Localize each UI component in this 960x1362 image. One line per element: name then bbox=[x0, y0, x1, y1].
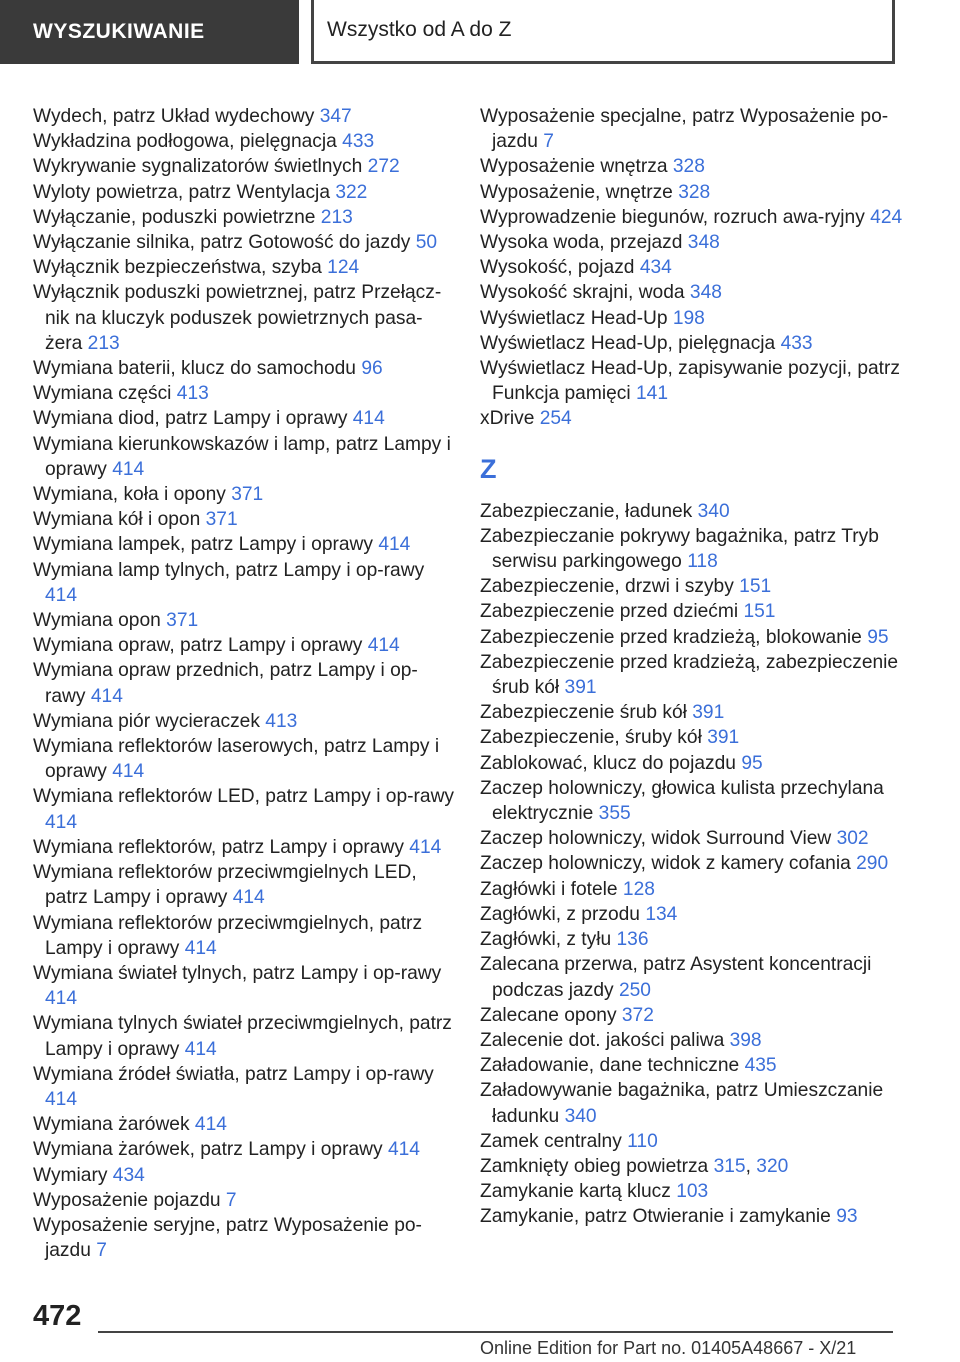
index-entry bbox=[480, 927, 920, 952]
page-link[interactable]: 213 bbox=[320, 206, 353, 228]
entry-term: Wymiana lamp tylnych, patrz Lampy i op‐rawy bbox=[33, 559, 425, 581]
index-entry bbox=[33, 482, 458, 507]
entry-term: Wysokość skrajni, woda bbox=[480, 282, 685, 304]
page-link[interactable]: 372 bbox=[621, 1004, 654, 1026]
page-link[interactable]: 315 bbox=[713, 1155, 746, 1177]
entry-term: Wymiana reflektorów, patrz Lampy i oprawy bbox=[33, 836, 404, 858]
entry-term: Zamek centralny bbox=[480, 1130, 622, 1152]
page-link[interactable]: 433 bbox=[780, 332, 813, 354]
index-entry bbox=[480, 280, 920, 305]
index-entry bbox=[33, 1011, 458, 1061]
page-link[interactable]: 414 bbox=[45, 988, 78, 1010]
entry-term: Zabezpieczenie śrub kół bbox=[480, 702, 687, 724]
index-entry bbox=[33, 608, 458, 633]
page-link[interactable]: 414 bbox=[184, 1038, 217, 1060]
index-entry bbox=[480, 205, 920, 230]
index-entry bbox=[33, 709, 458, 734]
index-entry bbox=[33, 356, 458, 381]
index-entry bbox=[33, 1112, 458, 1137]
entry-term: Zaczep holowniczy, widok z kamery cofania bbox=[480, 853, 851, 875]
index-entry bbox=[33, 1163, 458, 1188]
index-entry bbox=[480, 599, 920, 624]
index-entry bbox=[33, 558, 458, 608]
entry-term: Zamknięty obieg powietrza bbox=[480, 1155, 709, 1177]
page-link[interactable]: 272 bbox=[367, 156, 400, 178]
page-link[interactable]: 198 bbox=[672, 307, 705, 329]
entry-term: Zagłówki i fotele bbox=[480, 878, 618, 900]
index-entry bbox=[480, 851, 920, 876]
entry-term: Załadowywanie bagażnika, patrz Umieszczanie ładunku bbox=[480, 1080, 884, 1127]
page-link[interactable]: 414 bbox=[45, 811, 78, 833]
page-link[interactable]: 348 bbox=[687, 232, 720, 254]
page-link[interactable]: 414 bbox=[90, 685, 123, 707]
entry-term: Załadowanie, dane techniczne bbox=[480, 1055, 740, 1077]
page-link[interactable]: 93 bbox=[836, 1206, 858, 1228]
entry-term: Zablokować, klucz do pojazdu bbox=[480, 752, 736, 774]
entry-term: Wymiana żarówek bbox=[33, 1114, 190, 1136]
index-entry bbox=[33, 860, 458, 910]
tab-section-search[interactable]: WYSZUKIWANIE bbox=[0, 0, 299, 64]
entry-term: Wyposażenie specjalne, patrz Wyposażenie po‐jazdu bbox=[480, 106, 889, 153]
page-link[interactable]: 302 bbox=[836, 828, 869, 850]
index-entry bbox=[33, 633, 458, 658]
index-entry bbox=[480, 1053, 920, 1078]
index-entry bbox=[480, 230, 920, 255]
index-entry bbox=[480, 751, 920, 776]
entry-term: Zabezpieczanie, ładunek bbox=[480, 500, 693, 522]
index-entry bbox=[33, 230, 458, 255]
index-entry bbox=[33, 911, 458, 961]
page-link[interactable]: 290 bbox=[856, 853, 889, 875]
index-entry bbox=[33, 784, 458, 834]
entry-term: Wymiana opon bbox=[33, 610, 161, 632]
entry-term: Wymiana kół i opon bbox=[33, 509, 201, 531]
index-entry bbox=[480, 700, 920, 725]
page-link[interactable]: 347 bbox=[319, 106, 352, 127]
index-entry bbox=[480, 776, 920, 826]
entry-term: Zamykanie kartą klucz bbox=[480, 1181, 671, 1203]
page-link[interactable]: 414 bbox=[378, 534, 411, 556]
page-link[interactable]: 322 bbox=[335, 181, 368, 203]
entry-term: Wyświetlacz Head-Up, zapisywanie pozycji, patrz Funkcja pamięci bbox=[480, 358, 900, 405]
entry-term: Wydech, patrz Układ wydechowy bbox=[33, 106, 315, 127]
page-link[interactable]: 7 bbox=[96, 1240, 107, 1262]
page-link[interactable]: 134 bbox=[645, 903, 678, 925]
entry-term: Wymiana opraw przednich, patrz Lampy i op‐rawy bbox=[33, 660, 418, 707]
index-entry bbox=[33, 658, 458, 708]
page-link[interactable]: 136 bbox=[616, 929, 649, 951]
index-entry bbox=[33, 280, 458, 356]
index-entry bbox=[33, 1213, 458, 1263]
index-entry bbox=[480, 406, 920, 431]
page-link[interactable]: 124 bbox=[327, 257, 360, 279]
index-entry bbox=[480, 306, 920, 331]
entry-term: Wyłączanie silnika, patrz Gotowość do jazdy bbox=[33, 232, 411, 254]
page-link[interactable]: 151 bbox=[743, 601, 776, 623]
entry-term: Wyposażenie pojazdu bbox=[33, 1189, 221, 1211]
index-group-w bbox=[480, 104, 920, 432]
index-entry bbox=[33, 507, 458, 532]
entry-term: Wymiana, koła i opony bbox=[33, 484, 226, 506]
entry-term: Wymiana diod, patrz Lampy i oprawy bbox=[33, 408, 348, 430]
entry-term: Wyłącznik poduszki powietrznej, patrz Przełącz‐nik na kluczyk poduszek powietrznych pasa‐żera bbox=[33, 282, 442, 354]
edition-note: Online Edition for Part no. 01405A48667 - X/21 bbox=[480, 1338, 857, 1358]
index-entry bbox=[480, 1028, 920, 1053]
footer-divider bbox=[98, 1331, 893, 1333]
page-link[interactable]: 213 bbox=[87, 332, 120, 354]
index-entry bbox=[33, 1062, 458, 1112]
index-entry bbox=[33, 835, 458, 860]
entry-term: Wykrywanie sygnalizatorów świetlnych bbox=[33, 156, 363, 178]
index-entry bbox=[480, 180, 920, 205]
entry-term: Wykładzina podłogowa, pielęgnacja bbox=[33, 131, 337, 153]
page-link[interactable]: 7 bbox=[225, 1189, 237, 1211]
page-link[interactable]: 434 bbox=[639, 257, 672, 279]
index-entry bbox=[33, 104, 458, 129]
index-group-z bbox=[480, 499, 920, 1230]
entry-term: Wyposażenie seryjne, patrz Wyposażenie po‐jazdu bbox=[33, 1214, 422, 1262]
page-link[interactable]: 95 bbox=[741, 752, 763, 774]
page-link[interactable]: 50 bbox=[415, 232, 438, 254]
page-link[interactable]: 398 bbox=[729, 1029, 762, 1051]
page-link[interactable]: 413 bbox=[176, 383, 209, 405]
page-link[interactable]: 371 bbox=[205, 509, 238, 531]
page-link[interactable]: 250 bbox=[618, 979, 651, 1001]
entry-term: Wymiana opraw, patrz Lampy i oprawy bbox=[33, 635, 363, 657]
entry-term: Wymiana tylnych świateł przeciwmgielnych, patrz Lampy i oprawy bbox=[33, 1013, 452, 1060]
page-link[interactable]: 414 bbox=[45, 1088, 78, 1110]
entry-term: Zabezpieczenie, drzwi i szyby bbox=[480, 576, 734, 598]
index-entry bbox=[480, 1003, 920, 1028]
entry-term: Zabezpieczenie, śruby kół bbox=[480, 727, 702, 749]
entry-term: Wyposażenie wnętrza bbox=[480, 156, 668, 178]
page-link[interactable]: 414 bbox=[232, 887, 265, 909]
index-entry bbox=[33, 406, 458, 431]
entry-term: Wymiana lampek, patrz Lampy i oprawy bbox=[33, 534, 373, 556]
entry-term: Wyloty powietrza, patrz Wentylacja bbox=[33, 181, 330, 203]
index-entry bbox=[480, 154, 920, 179]
page-link[interactable]: 414 bbox=[409, 836, 442, 858]
page-link[interactable]: 391 bbox=[564, 677, 597, 699]
page-link[interactable]: 118 bbox=[687, 551, 718, 573]
page-link[interactable]: 435 bbox=[744, 1055, 777, 1077]
entry-term: Wymiana baterii, klucz do samochodu bbox=[33, 358, 356, 380]
index-entry bbox=[480, 902, 920, 927]
entry-term: Zabezpieczanie pokrywy bagażnika, patrz Tryb serwisu parkingowego bbox=[480, 525, 879, 573]
entry-term: Wyłącznik bezpieczeństwa, szyba bbox=[33, 257, 322, 279]
entry-term: Wymiana części bbox=[33, 383, 172, 405]
entry-term: Wymiana reflektorów przeciwmgielnych LED, patrz Lampy i oprawy bbox=[33, 862, 417, 909]
page-link[interactable]: 7 bbox=[543, 131, 554, 153]
index-entry bbox=[33, 1188, 458, 1213]
entry-term: Zagłówki, z tyłu bbox=[480, 929, 612, 951]
page-link[interactable]: 414 bbox=[45, 584, 78, 606]
entry-term: Wymiana reflektorów przeciwmgielnych, patrz Lampy i oprawy bbox=[33, 912, 423, 959]
index-entry bbox=[480, 650, 920, 700]
page-link[interactable]: 414 bbox=[387, 1139, 420, 1161]
index-entry bbox=[480, 1078, 920, 1128]
entry-term: Zalecane opony bbox=[480, 1004, 617, 1026]
page-link[interactable]: 340 bbox=[564, 1105, 597, 1127]
index-entry bbox=[33, 205, 458, 230]
index-entry bbox=[480, 1179, 920, 1204]
page-link[interactable]: 328 bbox=[678, 181, 711, 203]
entry-term: Zabezpieczenie przed dziećmi bbox=[480, 601, 739, 623]
index-entry bbox=[480, 1129, 920, 1154]
index-entry bbox=[480, 104, 920, 154]
page-link[interactable]: 320 bbox=[756, 1155, 789, 1177]
index-entry bbox=[480, 952, 920, 1002]
entry-term: Wyłączanie, poduszki powietrzne bbox=[33, 206, 316, 228]
index-column-left bbox=[33, 104, 458, 1263]
page-link[interactable]: 434 bbox=[112, 1164, 145, 1186]
entry-term: Wymiary bbox=[33, 1164, 108, 1186]
page-header bbox=[0, 0, 960, 64]
page-link[interactable]: 151 bbox=[739, 576, 772, 598]
index-entry bbox=[33, 532, 458, 557]
index-entry bbox=[33, 180, 458, 205]
entry-term: Wyświetlacz Head-Up, pielęgnacja bbox=[480, 332, 776, 354]
entry-term: Wymiana źródeł światła, patrz Lampy i op‐rawy bbox=[33, 1063, 434, 1085]
entry-term: Zalecana przerwa, patrz Asystent koncentracji podczas jazdy bbox=[480, 954, 872, 1001]
page-link[interactable]: 414 bbox=[352, 408, 385, 430]
index-entry bbox=[33, 255, 458, 280]
entry-term: Zaczep holowniczy, głowica kulista przechylana elektrycznie bbox=[480, 777, 884, 825]
entry-term: Wymiana piór wycieraczek bbox=[33, 710, 260, 732]
entry-term: Wymiana kierunkowskazów i lamp, patrz Lampy i oprawy bbox=[33, 433, 451, 480]
page-link[interactable]: 424 bbox=[870, 206, 903, 228]
index-entry bbox=[33, 734, 458, 784]
index-entry bbox=[33, 129, 458, 154]
index-entry bbox=[480, 725, 920, 750]
entry-term: Zabezpieczenie przed kradzieżą, blokowanie bbox=[480, 626, 862, 648]
page-link[interactable]: 355 bbox=[598, 803, 631, 825]
page-link[interactable]: 340 bbox=[697, 500, 730, 522]
page-link[interactable]: 103 bbox=[676, 1181, 709, 1203]
entry-term: Wyposażenie, wnętrze bbox=[480, 181, 673, 203]
page-link[interactable]: 348 bbox=[689, 282, 722, 304]
page-link[interactable]: 110 bbox=[627, 1130, 658, 1152]
page-number: 472 bbox=[33, 1300, 82, 1332]
index-entry bbox=[33, 961, 458, 1011]
page-link[interactable]: 391 bbox=[707, 727, 740, 749]
index-entry bbox=[480, 356, 920, 406]
index-entry bbox=[480, 574, 920, 599]
entry-term: Wysoka woda, przejazd bbox=[480, 232, 683, 254]
entry-term: Zalecenie dot. jakości paliwa bbox=[480, 1029, 725, 1051]
page-link[interactable]: 414 bbox=[194, 1114, 227, 1136]
index-entry bbox=[33, 381, 458, 406]
page-link[interactable]: 371 bbox=[166, 610, 199, 632]
page-link[interactable]: 328 bbox=[672, 156, 705, 178]
index-entry bbox=[480, 625, 920, 650]
index-column-right bbox=[480, 104, 920, 1230]
entry-term: Wymiana żarówek, patrz Lampy i oprawy bbox=[33, 1139, 383, 1161]
index-entry bbox=[33, 154, 458, 179]
page-link[interactable]: 371 bbox=[231, 484, 264, 506]
page-link[interactable]: 391 bbox=[692, 702, 725, 724]
page-link[interactable]: 414 bbox=[112, 458, 145, 480]
entry-term: Wymiana reflektorów laserowych, patrz Lampy i oprawy bbox=[33, 736, 440, 783]
index-entry bbox=[33, 1137, 458, 1162]
entry-term: Zaczep holowniczy, widok Surround View bbox=[480, 828, 832, 850]
page-link[interactable]: 96 bbox=[361, 358, 383, 380]
page-link[interactable]: 414 bbox=[112, 761, 145, 783]
index-entry bbox=[480, 499, 920, 524]
page-link[interactable]: 413 bbox=[265, 710, 298, 732]
tab-a-to-z[interactable]: Wszystko od A do Z bbox=[311, 0, 895, 64]
page-link[interactable]: 95 bbox=[867, 626, 889, 648]
index-entry bbox=[33, 432, 458, 482]
letter-heading-z: Z bbox=[480, 453, 497, 484]
entry-term: Zamykanie, patrz Otwieranie i zamykanie bbox=[480, 1206, 831, 1228]
page-link[interactable]: 414 bbox=[184, 937, 217, 959]
entry-term: Wymiana świateł tylnych, patrz Lampy i op‐rawy bbox=[33, 962, 442, 984]
entry-term: Wysokość, pojazd bbox=[480, 257, 635, 279]
index-entry bbox=[480, 255, 920, 280]
index-entry bbox=[480, 1204, 920, 1229]
index-entry bbox=[480, 524, 920, 574]
index-entry bbox=[480, 826, 920, 851]
entry-term: Wyprowadzenie biegunów, rozruch awa‐ryjny bbox=[480, 206, 865, 228]
entry-term: Zagłówki, z przodu bbox=[480, 903, 640, 925]
page-link[interactable]: 433 bbox=[342, 131, 375, 153]
page-link[interactable]: 141 bbox=[635, 383, 668, 405]
entry-term: xDrive bbox=[480, 408, 535, 430]
index-entry: Zamknięty obieg powietrza 315, 320 bbox=[480, 1155, 789, 1177]
page-link[interactable]: 414 bbox=[367, 635, 400, 657]
index-entry bbox=[480, 331, 920, 356]
entry-term: Wyświetlacz Head-Up bbox=[480, 307, 668, 329]
page-link[interactable]: 128 bbox=[622, 878, 655, 900]
entry-term: Wymiana reflektorów LED, patrz Lampy i op‐rawy bbox=[33, 786, 455, 808]
entry-term: Zabezpieczenie przed kradzieżą, zabezpieczenie śrub kół bbox=[480, 651, 899, 699]
page-link[interactable]: 254 bbox=[539, 408, 572, 430]
index-entry bbox=[480, 877, 920, 902]
